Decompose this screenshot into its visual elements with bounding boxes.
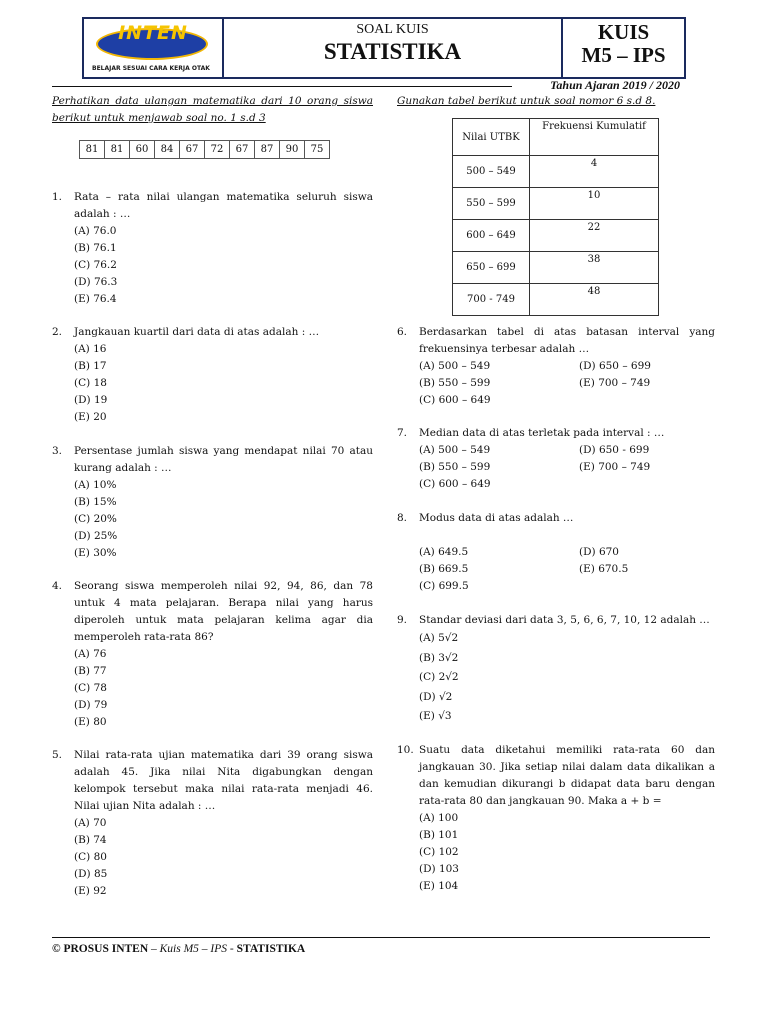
answer-option: (A) 500 – 549 — [419, 444, 491, 456]
answer-option: (E) 700 – 749 — [579, 377, 651, 389]
logo-tagline: BELAJAR SESUAI CARA KERJA OTAK — [92, 65, 210, 72]
logo-word: INTEN — [118, 22, 188, 44]
answer-option: (D) 670 — [579, 546, 619, 558]
footer-sep: – — [148, 943, 160, 955]
answer-option: (A) 10% — [74, 479, 117, 491]
freq-cell: 10 — [530, 188, 659, 220]
data-value-cell: 87 — [255, 141, 280, 159]
question-stem — [52, 324, 373, 341]
answer-option: (E) 104 — [419, 880, 459, 892]
footer-kuis: Kuis M5 – IPS — [159, 943, 228, 955]
question-6 — [397, 324, 715, 409]
answer-option: (A) 16 — [74, 343, 107, 355]
answer-option: (D) 650 - 699 — [579, 444, 650, 456]
answer-option: (E) 76.4 — [74, 293, 117, 305]
table-row — [453, 156, 659, 188]
right-intro: Gunakan tabel berikut untuk soal nomor 6 s.d 8. — [397, 95, 656, 107]
freq-cell: 4 — [530, 156, 659, 188]
answer-option: (B) 17 — [74, 360, 107, 372]
question-text: Rata – rata nilai ulangan matematika seluruh siswa adalah : … — [74, 191, 373, 220]
freq-cell: 22 — [530, 220, 659, 252]
answer-option: (D) 76.3 — [74, 276, 118, 288]
kuis-code: M5 – IPS — [581, 43, 666, 67]
inten-logo — [84, 19, 224, 77]
table-row — [453, 188, 659, 220]
footer-topic: STATISTIKA — [236, 943, 306, 955]
answer-option: (B) 77 — [74, 665, 107, 677]
answer-option: (C) 102 — [419, 846, 459, 858]
footer — [52, 943, 305, 955]
answer-option: (A) 76.0 — [74, 225, 117, 237]
header-title-cell — [224, 19, 563, 77]
question-8 — [397, 510, 715, 595]
answer-option: (E) 80 — [74, 716, 107, 728]
answer-option: (A) 70 — [74, 817, 107, 829]
answer-option: (C) 600 – 649 — [419, 394, 491, 406]
answer-option: (C) 699.5 — [419, 580, 469, 592]
answer-option: (C) 18 — [74, 377, 107, 389]
answer-option: (A) 76 — [74, 648, 107, 660]
question-stem — [397, 612, 715, 629]
interval-cell: 550 – 599 — [453, 188, 530, 220]
question-text: Jangkauan kuartil dari data di atas adalah : … — [74, 326, 320, 338]
footer-brand: © PROSUS INTEN — [52, 943, 149, 955]
answer-option: (C) 20% — [74, 513, 117, 525]
question-9 — [397, 612, 715, 727]
data-value-cell: 84 — [155, 141, 180, 159]
answer-option: (B) 550 – 599 — [419, 461, 491, 473]
freq-cell: 48 — [530, 284, 659, 316]
data-value-cell: 90 — [280, 141, 305, 159]
answer-option: (A) 100 — [419, 812, 459, 824]
question-2 — [52, 324, 373, 426]
col-header-nilai: Nilai UTBK — [453, 119, 530, 156]
question-number: 10. — [397, 744, 414, 756]
answer-option: (E) 92 — [74, 885, 107, 897]
question-text: Nilai rata-rata ujian matematika dari 39 orang siswa adalah 45. Jika nilai Nita digabungkan dengan kelompok tersebut maka nilai rata-rata menjadi 46. Nilai ujian Nita adalah : … — [74, 749, 373, 812]
header-box — [82, 17, 686, 79]
question-number: 7. — [397, 427, 408, 439]
table-row — [453, 220, 659, 252]
data-value-cell: 67 — [180, 141, 205, 159]
answer-option: (B) 15% — [74, 496, 117, 508]
interval-cell: 700 - 749 — [453, 284, 530, 316]
question-text: Modus data di atas adalah … — [419, 512, 574, 524]
data-value-cell: 60 — [130, 141, 155, 159]
data-value-cell: 75 — [305, 141, 330, 159]
footer-sep: - — [227, 943, 237, 955]
answer-option: (D) 79 — [74, 699, 108, 711]
question-3 — [52, 443, 373, 562]
answer-option: (D) 19 — [74, 394, 108, 406]
answer-option: (C) 78 — [74, 682, 107, 694]
question-number: 5. — [52, 749, 63, 761]
question-stem — [397, 425, 715, 442]
question-number: 6. — [397, 326, 408, 338]
answer-option: (E) 30% — [74, 547, 117, 559]
question-stem — [397, 742, 715, 810]
answer-option: (E) 20 — [74, 411, 107, 423]
question-stem — [52, 189, 373, 223]
freq-cell: 38 — [530, 252, 659, 284]
table-row — [453, 284, 659, 316]
answer-option: (B) 3√2 — [419, 651, 459, 664]
answer-option: (B) 669.5 — [419, 563, 469, 575]
interval-cell: 600 – 649 — [453, 220, 530, 252]
footer-rule — [52, 937, 710, 938]
answer-option: (A) 649.5 — [419, 546, 469, 558]
question-text: Median data di atas terletak pada interval : … — [419, 427, 665, 439]
question-4 — [52, 578, 373, 731]
data-value-cell: 72 — [205, 141, 230, 159]
header-subtitle: SOAL KUIS — [356, 22, 429, 37]
data-value-cell: 81 — [80, 141, 105, 159]
question-text: Seorang siswa memperoleh nilai 92, 94, 86, dan 78 untuk 4 mata pelajaran. Berapa nilai yang harus diperoleh untuk mata pelajaran kelima agar dia memperoleh rata-rata 86? — [74, 580, 373, 643]
question-stem — [397, 324, 715, 358]
data-value-cell: 67 — [230, 141, 255, 159]
answer-option: (C) 600 – 649 — [419, 478, 491, 490]
answer-option: (B) 76.1 — [74, 242, 117, 254]
question-text: Standar deviasi dari data 3, 5, 6, 6, 7, 10, 12 adalah … — [419, 614, 710, 626]
header-rule — [52, 86, 512, 87]
col-header-frekuensi: Frekuensi Kumulatif — [530, 119, 659, 156]
answer-option: (C) 2√2 — [419, 671, 459, 683]
kuis-label: KUIS — [597, 20, 650, 44]
answer-option: (B) 101 — [419, 829, 459, 841]
question-stem — [397, 510, 715, 527]
answer-option: (C) 76.2 — [74, 259, 117, 271]
question-stem — [52, 443, 373, 477]
question-text: Berdasarkan tabel di atas batasan interval yang frekuensinya terbesar adalah … — [419, 326, 715, 355]
left-intro: Perhatikan data ulangan matematika dari 10 orang siswa berikut untuk menjawab soal no. 1 s.d 3 — [52, 95, 373, 124]
question-number: 1. — [52, 191, 63, 203]
answer-option: (C) 80 — [74, 851, 107, 863]
question-stem — [52, 578, 373, 646]
question-stem — [52, 747, 373, 815]
frequency-table — [452, 118, 659, 316]
question-5 — [52, 747, 373, 900]
question-1 — [52, 189, 373, 308]
header-title: STATISTIKA — [323, 39, 462, 64]
answer-option: (D) √2 — [419, 690, 453, 703]
question-number: 8. — [397, 512, 408, 524]
answer-option: (B) 550 – 599 — [419, 377, 491, 389]
answer-option: (D) 650 – 699 — [579, 360, 651, 372]
answer-option: (A) 5√2 — [419, 632, 459, 644]
answer-option: (E) 700 – 749 — [579, 461, 651, 473]
answer-option: (A) 500 – 549 — [419, 360, 491, 372]
interval-cell: 500 – 549 — [453, 156, 530, 188]
interval-cell: 650 – 699 — [453, 252, 530, 284]
question-10 — [397, 742, 715, 895]
question-text: Suatu data diketahui memiliki rata-rata 60 dan jangkauan 30. Jika setiap nilai dalam data dikalikan a dan kemudian dikurangi b didapat data baru dengan rata-rata 80 dan jangkauan 90. Maka a + b = — [419, 744, 715, 807]
question-7 — [397, 425, 715, 493]
question-number: 9. — [397, 614, 408, 626]
answer-option: (D) 85 — [74, 868, 108, 880]
table-row — [453, 252, 659, 284]
answer-option: (E) 670.5 — [579, 563, 629, 575]
header-kuis-cell — [563, 19, 684, 77]
answer-option: (D) 103 — [419, 863, 459, 875]
question-number: 2. — [52, 326, 63, 338]
question-number: 4. — [52, 580, 63, 592]
data-value-cell: 81 — [105, 141, 130, 159]
answer-option: (B) 74 — [74, 834, 107, 846]
data-values-table — [79, 140, 330, 159]
tahun-ajaran: Tahun Ajaran 2019 / 2020 — [550, 78, 680, 92]
question-number: 3. — [52, 445, 63, 457]
answer-option: (E) √3 — [419, 710, 452, 722]
answer-option: (D) 25% — [74, 530, 118, 542]
question-text: Persentase jumlah siswa yang mendapat nilai 70 atau kurang adalah : … — [74, 445, 373, 474]
